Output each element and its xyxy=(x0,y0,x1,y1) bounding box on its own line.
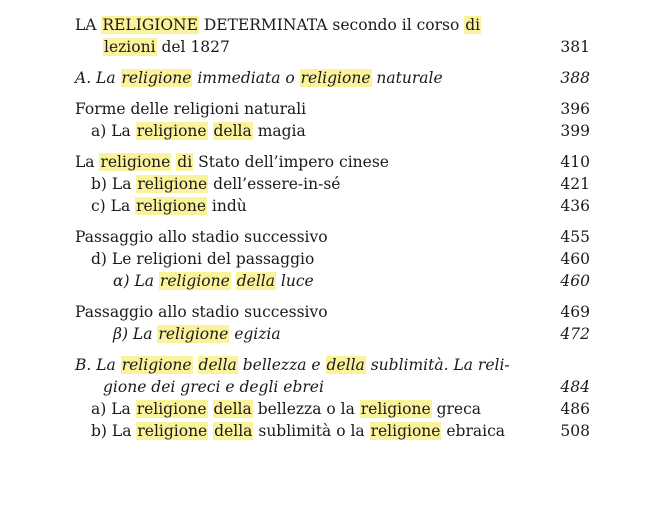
toc-entry-title xyxy=(75,270,314,292)
toc-entry xyxy=(75,120,590,142)
toc-entry-line xyxy=(75,14,481,36)
toc-entry-line xyxy=(75,376,510,398)
toc-entry xyxy=(75,14,590,58)
toc-entry-line xyxy=(75,420,505,442)
search-highlight: religione xyxy=(100,153,171,171)
text-segment: b) La xyxy=(91,175,137,193)
text-segment: egizia xyxy=(229,325,281,343)
toc-entry-title xyxy=(75,14,481,58)
text-segment: naturale xyxy=(371,69,443,87)
text-segment: DETERMINATA secondo il corso xyxy=(198,16,465,34)
toc-page-number: 396 xyxy=(560,100,590,118)
text-segment: luce xyxy=(275,272,314,290)
text-segment: a) La xyxy=(91,400,136,418)
text-segment: dell’essere-in-sé xyxy=(208,175,341,193)
toc-entry-line xyxy=(75,195,247,217)
search-highlight: religione xyxy=(136,400,207,418)
toc-entry xyxy=(75,323,590,345)
search-highlight: religione xyxy=(136,122,207,140)
search-highlight: della xyxy=(198,356,237,374)
search-highlight: religione xyxy=(137,175,208,193)
text-segment: α) La xyxy=(113,272,159,290)
toc-page-number: 460 xyxy=(560,250,590,268)
text-segment: c) La xyxy=(91,197,136,215)
toc-entry-line xyxy=(75,270,314,292)
toc-entry-line xyxy=(75,151,389,173)
search-highlight: della xyxy=(236,272,275,290)
search-highlight: religione xyxy=(137,422,208,440)
text-segment: La xyxy=(75,153,100,171)
text-segment: Forme delle religioni naturali xyxy=(75,100,307,118)
text-segment xyxy=(208,122,213,140)
toc-entry xyxy=(75,420,590,442)
toc-entry xyxy=(75,173,590,195)
toc-page-number: 486 xyxy=(560,400,590,418)
toc-page-number: 455 xyxy=(560,228,590,246)
text-segment: bellezza o la xyxy=(252,400,360,418)
toc-entry xyxy=(75,270,590,292)
toc-entry xyxy=(75,195,590,217)
toc-entry-title xyxy=(75,398,481,420)
toc-entry-line xyxy=(75,398,481,420)
text-segment: ebraica xyxy=(441,422,506,440)
text-segment: del 1827 xyxy=(156,38,230,56)
toc-page-number: 421 xyxy=(560,175,590,193)
text-segment: b) La xyxy=(91,422,137,440)
text-segment: greca xyxy=(431,400,481,418)
toc-entry xyxy=(75,398,590,420)
toc-page-number: 381 xyxy=(560,38,590,56)
text-segment: Passaggio allo stadio successivo xyxy=(75,228,328,246)
toc-entry-line xyxy=(75,226,328,248)
search-highlight: religione xyxy=(360,400,431,418)
toc-page-number: 472 xyxy=(560,325,590,343)
text-segment: immediata o xyxy=(192,69,300,87)
search-highlight: di xyxy=(177,153,193,171)
toc-entry-title xyxy=(75,98,306,120)
search-highlight: religione xyxy=(370,422,441,440)
text-segment: β) La xyxy=(113,325,158,343)
toc-entry-line xyxy=(75,323,281,345)
toc-entry xyxy=(75,301,590,323)
search-highlight: religione xyxy=(136,197,206,215)
search-highlight: della xyxy=(214,422,253,440)
text-segment: indù xyxy=(207,197,247,215)
toc-page-number: 469 xyxy=(560,303,590,321)
text-segment xyxy=(208,400,213,418)
toc-page-number: 399 xyxy=(560,122,590,140)
toc-entry-line xyxy=(75,354,510,376)
text-segment: magia xyxy=(252,122,306,140)
toc-page-number: 460 xyxy=(560,272,590,290)
text-segment: d) Le religioni del passaggio xyxy=(91,250,315,268)
text-segment: bellezza e xyxy=(237,356,326,374)
toc-entry-line xyxy=(75,36,481,58)
text-segment: B. La xyxy=(75,356,121,374)
toc-entry xyxy=(75,151,590,173)
search-highlight: della xyxy=(213,400,252,418)
toc-page-number: 508 xyxy=(560,422,590,440)
table-of-contents xyxy=(75,14,590,442)
search-highlight: RELIGIONE xyxy=(102,16,198,34)
toc-entry-title xyxy=(75,420,505,442)
text-segment: LA xyxy=(75,16,102,34)
text-segment: gione dei greci e degli ebrei xyxy=(103,378,324,396)
toc-entry xyxy=(75,354,590,398)
toc-entry-line xyxy=(75,248,314,270)
toc-entry-title xyxy=(75,120,306,142)
toc-entry-line xyxy=(75,173,340,195)
toc-entry-title xyxy=(75,195,247,217)
text-segment: Passaggio allo stadio successivo xyxy=(75,303,328,321)
text-segment: sublimità. La reli- xyxy=(365,356,510,374)
toc-entry xyxy=(75,67,590,89)
search-highlight: della xyxy=(213,122,252,140)
text-segment: A. La xyxy=(75,69,121,87)
text-segment: a) La xyxy=(91,122,136,140)
toc-entry-title xyxy=(75,67,443,89)
text-segment xyxy=(231,272,236,290)
toc-entry-line xyxy=(75,120,306,142)
toc-page-number: 436 xyxy=(560,197,590,215)
toc-page-number: 410 xyxy=(560,153,590,171)
search-highlight: religione xyxy=(158,325,229,343)
toc-page-number: 484 xyxy=(560,378,590,396)
toc-entry-line xyxy=(75,98,306,120)
search-highlight: religione xyxy=(121,69,192,87)
toc-entry xyxy=(75,226,590,248)
toc-entry-title xyxy=(75,248,314,270)
search-highlight: religione xyxy=(300,69,371,87)
search-highlight: religione xyxy=(121,356,192,374)
toc-entry-line xyxy=(75,67,443,89)
search-highlight: religione xyxy=(159,272,230,290)
toc-entry-title xyxy=(75,301,328,323)
text-segment: sublimità o la xyxy=(253,422,370,440)
toc-entry-title xyxy=(75,354,510,398)
toc-entry-title xyxy=(75,151,389,173)
search-highlight: della xyxy=(326,356,365,374)
toc-entry-line xyxy=(75,301,328,323)
toc-entry xyxy=(75,248,590,270)
toc-entry-title xyxy=(75,173,340,195)
text-segment xyxy=(193,356,198,374)
text-segment: Stato dell’impero cinese xyxy=(193,153,389,171)
toc-entry-title xyxy=(75,226,328,248)
search-highlight: lezioni xyxy=(104,38,156,56)
search-highlight: di xyxy=(465,16,481,34)
toc-entry-title xyxy=(75,323,281,345)
toc-entry xyxy=(75,98,590,120)
toc-page-number: 388 xyxy=(560,69,590,87)
